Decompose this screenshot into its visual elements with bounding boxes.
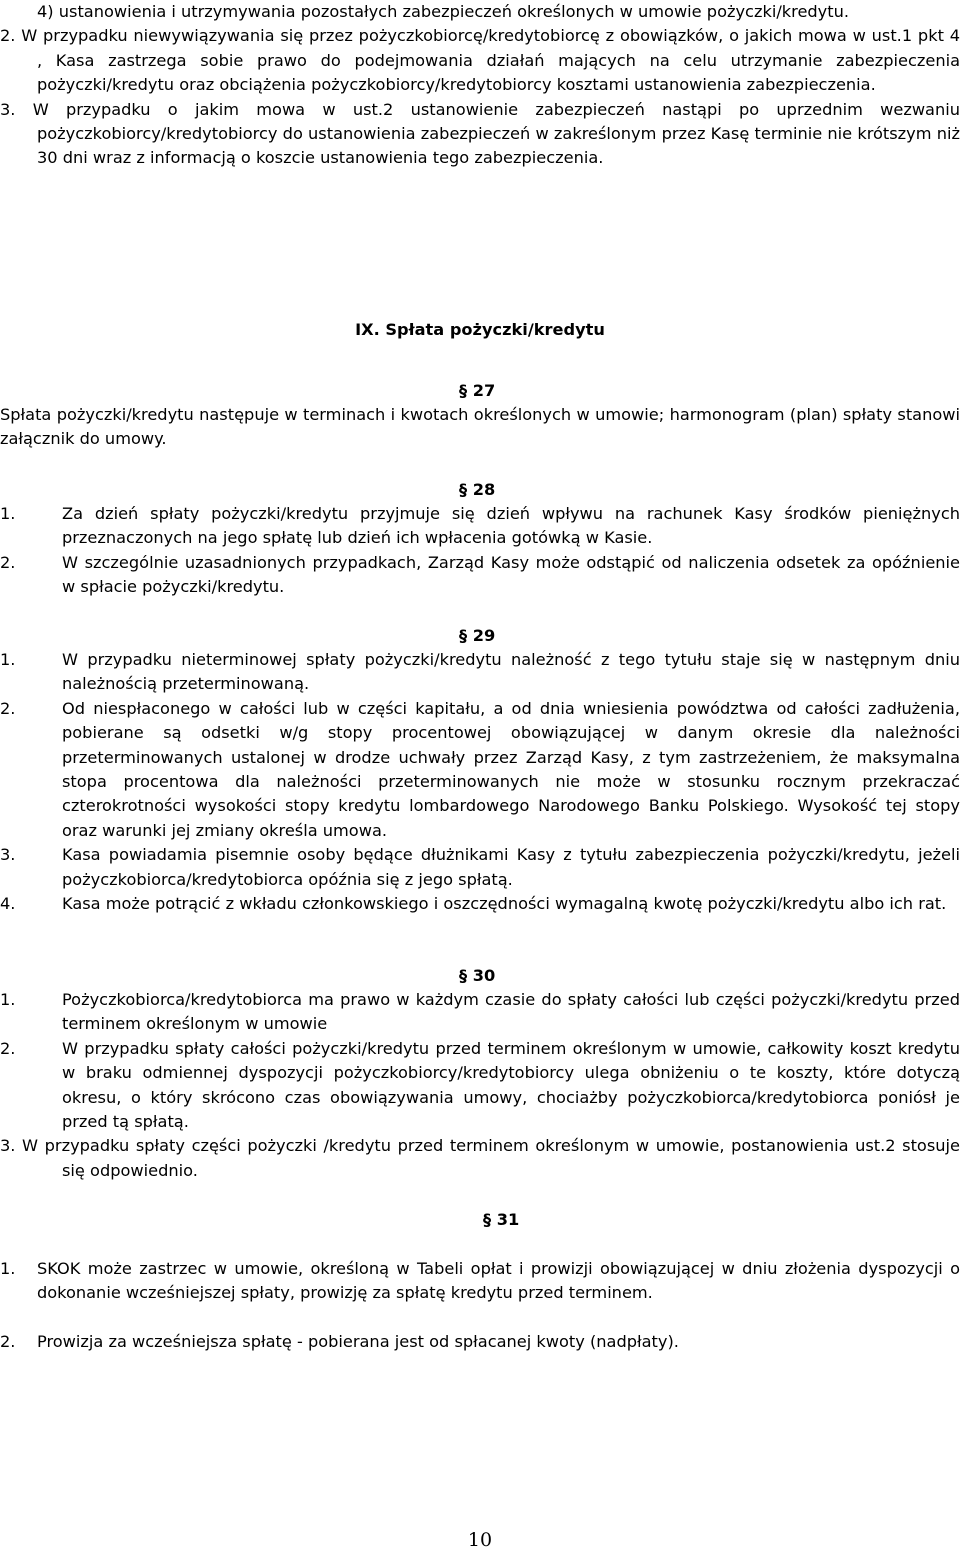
paragraph-31-mark: § 31 — [483, 1210, 520, 1229]
top-items — [0, 0, 960, 171]
list-item: 2. Od niespłaconego w całości lub w części kapitału, a od dnia wniesienia powództwa od całości zadłużenia, pobierane są odsetki w/g stopy procentowej obowiązującej w danym okresie dla należności przeterminowanych ustalonej w drodze uchwały przez Zarząd Kasy, z tym zastrzeżeniem, że maksymalna stopa procentowa dla należności przeterminowanych nie może w stosunku rocznym przekraczać czterokrotności wysokości stopy kredytu lombardowego Narodowego Banku Polskiego. Wysokość tej stopy oraz warunki jej zmiany określa umowa. — [0, 698, 960, 840]
item-3: 3. W przypadku o jakim mowa w ust.2 ustanowienie zabezpieczeń nastąpi po uprzednim wezwaniu pożyczkobiorcy/kredytobiorcy do ustanowienia zabezpieczeń w zakreślonym przez Kasę terminie nie krótszym niż 30 dni wraz z informacją o koszcie ustanowienia tego zabezpieczenia. — [0, 99, 960, 168]
list-item: 2. W przypadku spłaty całości pożyczki/kredytu przed terminem określonym w umowie, całkowity koszt kredytu w braku odmiennej dyspozycji pożyczkobiorcy/kredytobiorcy ulega obniżeniu o te koszty, które dotyczą okresu, o który skrócono czas obowiązywania umowy, chociażby pożyczkobiorca/kredytobiorca poniósł je przed tą spłatą. — [0, 1038, 960, 1132]
paragraph-31 — [0, 1257, 960, 1306]
list-item: 2. W szczególnie uzasadnionych przypadkach, Zarząd Kasy może odstąpić od naliczenia odsetek za opóźnienie w spłacie pożyczki/kredytu. — [0, 552, 960, 597]
paragraph-27-text: Spłata pożyczki/kredytu następuje w terminach i kwotach określonych w umowie; harmonogram (plan) spłaty stanowi załącznik do umowy. — [0, 405, 960, 449]
item-4-continuation: 4) ustanowienia i utrzymywania pozostałych zabezpieczeń określonych w umowie pożyczki/kredytu. — [37, 2, 850, 21]
item-2: 2. W przypadku niewywiązywania się przez pożyczkobiorcę/kredytobiorcę z obowiązków, o jakich mowa w ust.1 pkt 4 , Kasa zastrzega sobie prawo do podejmowania działań mających na celu utrzymanie zabezpieczenia pożyczki/kredytu oraz obciążenia pożyczkobiorcy/kredytobiorcy kosztami ustanowienia zabezpieczenia. — [0, 26, 960, 95]
list-item: 1. W przypadku nieterminowej spłaty pożyczki/kredytu należność z tego tytułu staje się w następnym dniu należnością przeterminowaną. — [0, 650, 960, 694]
paragraph-28 — [0, 502, 960, 600]
paragraph-29 — [0, 648, 960, 916]
list-item: 1. Za dzień spłaty pożyczki/kredytu przyjmuje się dzień wpływu na rachunek Kasy środków pieniężnych przeznaczonych na jego spłatę lub dzień ich wpłacenia gotówką w Kasie. — [0, 504, 960, 548]
paragraph-27 — [0, 403, 960, 452]
list-item: 3. W przypadku spłaty części pożyczki /kredytu przed terminem określonym w umowie, postanowienia ust.2 stosuje się odpowiednio. — [0, 1136, 960, 1180]
list-item: 1. Pożyczkobiorca/kredytobiorca ma prawo w każdym czasie do spłaty całości lub części pożyczki/kredytu przed terminem określonym w umowie — [0, 990, 960, 1034]
list-item: 1. SKOK może zastrzec w umowie, określoną w Tabeli opłat i prowizji obowiązującej w dniu złożenia dyspozycji o dokonanie wcześniejszej spłaty, prowizję za spłatę kredytu przed terminem. — [0, 1259, 960, 1303]
paragraph-28-mark: § 28 — [459, 480, 496, 499]
page-number: 10 — [467, 1529, 493, 1551]
list-item: 2. Prowizja za wcześniejsza spłatę - pobierana jest od spłacanej kwoty (nadpłaty). — [0, 1332, 679, 1351]
list-item: 4. Kasa może potrącić z wkładu członkowskiego i oszczędności wymagalną kwotę pożyczki/kredytu albo ich rat. — [0, 894, 947, 914]
paragraph-31-item-2 — [0, 1330, 960, 1354]
list-item: 3. Kasa powiadamia pisemnie osoby będące dłużnikami Kasy z tytułu zabezpieczenia pożyczki/kredytu, jeżeli pożyczkobiorca/kredytobiorca opóźnia się z jego spłatą. — [0, 845, 960, 889]
paragraph-27-mark: § 27 — [459, 381, 496, 400]
paragraph-29-mark: § 29 — [459, 626, 496, 645]
section-title: IX. Spłata pożyczki/kredytu — [355, 320, 605, 339]
paragraph-30-mark: § 30 — [459, 966, 496, 985]
paragraph-30 — [0, 988, 960, 1183]
